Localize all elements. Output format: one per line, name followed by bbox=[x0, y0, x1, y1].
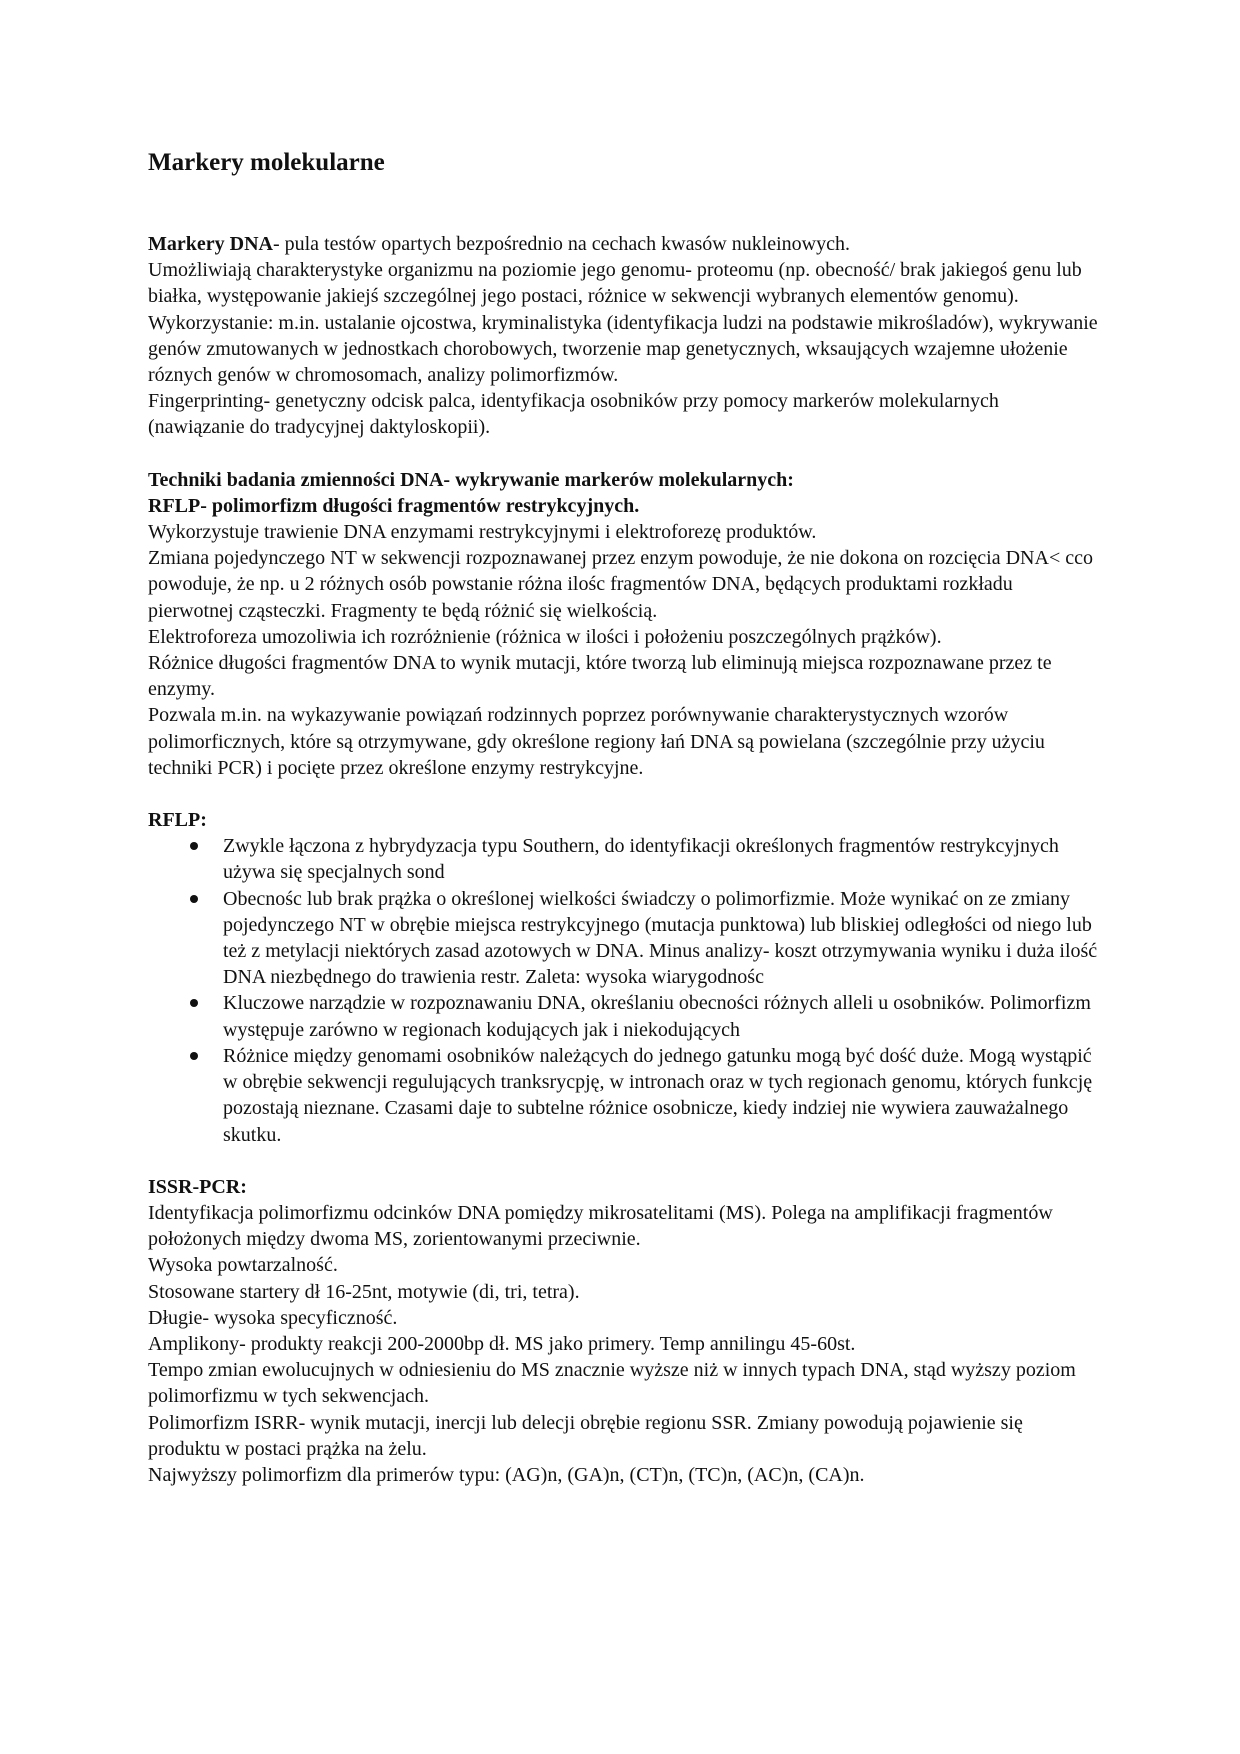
issr-section bbox=[148, 1174, 1098, 1488]
techniki-paragraph: Pozwala m.in. na wykazywanie powiązań rodzinnych poprzez porównywanie charakterystycznych wzorów polimorficznych, które są otrzymywane, gdy określone regiony łań DNA są powielana (szczególnie przy użyciu techniki PCR) i pocięte przez określone enzymy restrykcyjne. bbox=[148, 704, 1045, 779]
issr-paragraph: Tempo zmian ewolucujnych w odniesieniu do MS znacznie wyższe niż w innych typach DNA, stąd wyższy poziom polimorfizmu w tych sekwencjach. bbox=[148, 1359, 1076, 1408]
rflp-title-heading: RFLP- polimorfizm długości fragmentów restrykcyjnych. bbox=[148, 494, 640, 517]
rflp-bullet-list bbox=[148, 833, 1098, 1147]
issr-paragraph: Najwyższy polimorfizm dla primerów typu: (AG)n, (GA)n, (CT)n, (TC)n, (AC)n, (CA)n. bbox=[148, 1463, 865, 1486]
intro-definition bbox=[148, 231, 1098, 257]
list-item-text: Różnice między genomami osobników należących do jednego gatunku mogą być dość duże. Mogą wystąpić w obrębie sekwencji regulujących tranksrycpję, w intronach oraz w tych regionach genomu, których funkcję pozostają nieznane. Czasami daje to subtelne różnice osobnicze, kiedy indziej nie wywiera zauważalnego skutku. bbox=[223, 1044, 1093, 1146]
issr-paragraph: Polimorfizm ISRR- wynik mutacji, inercji lub delecji obrębie regionu SSR. Zmiany powodują pojawienie się produktu w postaci prążka na żelu. bbox=[148, 1411, 1023, 1460]
techniki-paragraph: Różnice długości fragmentów DNA to wynik mutacji, które tworzą lub eliminują miejsca rozpoznawane przez te enzymy. bbox=[148, 652, 1052, 701]
document-page bbox=[148, 148, 1098, 1488]
bullet-icon bbox=[190, 1052, 198, 1060]
intro-paragraph: Fingerprinting- genetyczny odcisk palca, identyfikacja osobników przy pomocy markerów molekularnych (nawiązanie do tradycyjnej daktyloskopii). bbox=[148, 390, 999, 439]
rflp-section bbox=[148, 807, 1098, 1148]
techniki-paragraph: Elektroforeza umozoliwia ich rozróżnienie (różnica w ilości i położeniu poszczególnych prążków). bbox=[148, 625, 942, 648]
intro-paragraph: Wykorzystanie: m.in. ustalanie ojcostwa, kryminalistyka (identyfikacja ludzi na podstawie mikrośladów), wykrywanie genów zmutowanych w jednostkach chorobowych, tworzenie map genetycznych, wksaujących wzajemne ułożenie róznych genów w chromosomach, analizy polimorfizmów. bbox=[148, 311, 1098, 387]
intro-section bbox=[148, 231, 1098, 441]
list-item-text: Zwykle łączona z hybrydyzacja typu Southern, do identyfikacji określonych fragmentów restrykcyjnych używa się specjalnych sond bbox=[223, 835, 1059, 884]
document-title: Markery molekularne bbox=[148, 149, 385, 176]
issr-paragraph: Wysoka powtarzalność. bbox=[148, 1254, 338, 1277]
techniki-section bbox=[148, 467, 1098, 781]
techniki-heading: Techniki badania zmienności DNA- wykrywanie markerów molekularnych: bbox=[148, 468, 794, 491]
rflp-heading: RFLP: bbox=[148, 809, 207, 832]
issr-paragraph: Identyfikacja polimorfizmu odcinków DNA pomiędzy mikrosatelitami (MS). Polega na amplifikacji fragmentów położonych między dwoma MS, zorientowanymi przeciwnie. bbox=[148, 1201, 1053, 1251]
techniki-paragraph: Wykorzystuje trawienie DNA enzymami restrykcyjnymi i elektroforezę produktów. bbox=[148, 521, 817, 544]
list-item-text: Obecnośc lub brak prążka o określonej wielkości świadczy o polimorfizmie. Może wynikać on ze zmiany pojedynczego NT w obrębie miejsca restrykcyjnego (mutacja punktowa) lub bliskiej odległości od niego lub też z metylacji niektórych zasad azotowych w DNA. Minus analizy- koszt otrzymywania wyniku i duża ilość DNA niezbędnego do trawienia restr. Zaleta: wysoka wiarygodnośc bbox=[223, 887, 1098, 989]
intro-paragraph: Umożliwiają charakterystyke organizmu na poziomie jego genomu- proteomu (np. obecność/ brak jakiegoś genu lub białka, występowanie jakiejś szczególnej jego postaci, różnice w sekwencji wybranych elementów genomu). bbox=[148, 259, 1082, 308]
bullet-icon bbox=[190, 842, 198, 850]
list-item bbox=[148, 833, 1098, 885]
issr-paragraph: Długie- wysoka specyficzność. bbox=[148, 1306, 398, 1329]
list-item bbox=[148, 990, 1098, 1042]
techniki-paragraph: Zmiana pojedynczego NT w sekwencji rozpoznawanej przez enzym powoduje, że nie dokona on rozcięcia DNA< cco powoduje, że np. u 2 różnych osób powstanie różna ilośc fragmentów DNA, będących produktami rozkładu pierwotnej cząsteczki. Fragmenty te będą różnić się wielkością. bbox=[148, 547, 1093, 622]
issr-heading: ISSR-PCR: bbox=[148, 1175, 247, 1198]
list-item bbox=[148, 1043, 1098, 1148]
list-item-text: Kluczowe narządzie w rozpoznawaniu DNA, określaniu obecności różnych alleli u osobników. Polimorfizm występuje zarówno w regionach kodujących jak i niekodujących bbox=[223, 992, 1091, 1041]
bullet-icon bbox=[190, 999, 198, 1007]
intro-def: - pula testów opartych bezpośrednio na cechach kwasów nukleinowych. bbox=[272, 233, 850, 255]
issr-paragraph: Amplikony- produkty reakcji 200-2000bp dł. MS jako primery. Temp annilingu 45-60st. bbox=[148, 1332, 856, 1355]
list-item bbox=[148, 886, 1098, 991]
bullet-icon bbox=[190, 895, 198, 903]
issr-paragraph: Stosowane startery dł 16-25nt, motywie (di, tri, tetra). bbox=[148, 1280, 580, 1303]
intro-term: Markery DNA bbox=[148, 233, 273, 255]
